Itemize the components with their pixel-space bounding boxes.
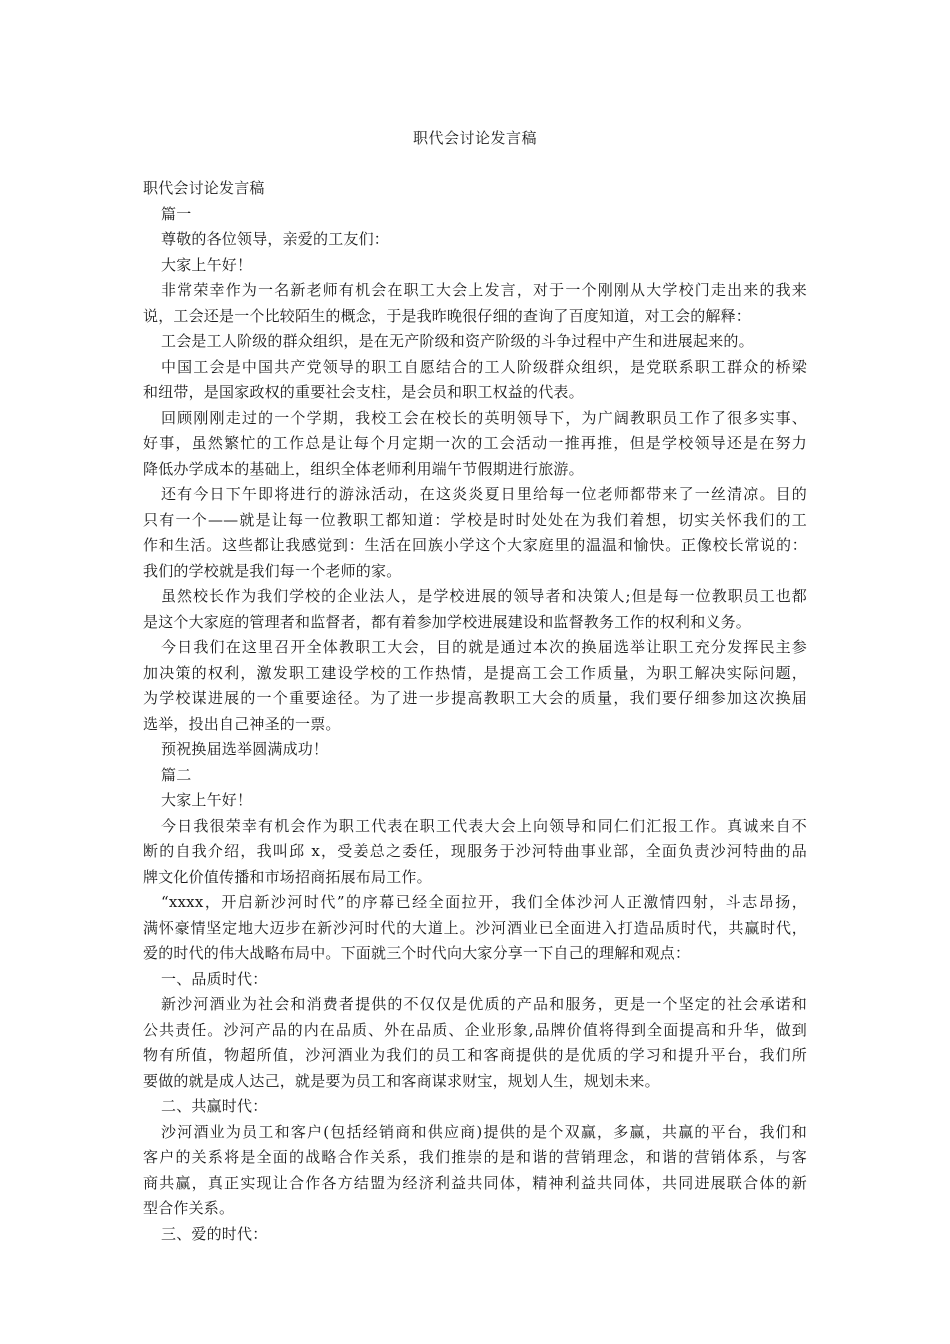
paragraph-line: 沙河酒业为员工和客户(包括经销商和供应商)提供的是个双赢，多赢，共赢的平台，我们和	[161, 1122, 807, 1141]
paragraph-line: 篇二	[161, 765, 192, 784]
paragraph-line: 尊敬的各位领导，亲爱的工友们：	[161, 230, 390, 248]
paragraph-line: 回顾刚刚走过的一个学期，我校工会在校长的英明领导下，为广阔教职员工作了很多实事、	[161, 408, 807, 427]
paragraph-line: 大家上午好！	[161, 255, 253, 274]
paragraph-line: 今日我很荣幸有机会作为职工代表在职工代表大会上向领导和同仁们汇报工作。真诚来自不	[161, 816, 807, 835]
paragraph-line: 还有今日下午即将进行的游泳活动，在这炎炎夏日里给每一位老师都带来了一丝清凉。目的	[161, 485, 807, 503]
paragraph-line: 新沙河酒业为社会和消费者提供的不仅仅是优质的产品和服务，更是一个坚定的社会承诺和	[161, 995, 807, 1013]
paragraph-line: 为学校谋进展的一个重要途径。为了进一步提高教职工大会的质量，我们要仔细参加这次换届	[143, 689, 807, 707]
paragraph-line: 型合作关系。	[143, 1199, 235, 1217]
paragraph-line: 物有所值，物超所值，沙河酒业为我们的员工和客商提供的是优质的学习和提升平台，我们所	[143, 1046, 807, 1064]
paragraph-line: 工会是工人阶级的群众组织，是在无产阶级和资产阶级的斗争过程中产生和进展起来的。	[161, 332, 754, 350]
paragraph-line: 篇一	[161, 204, 192, 223]
paragraph-line: 中国工会是中国共产党领导的职工自愿结合的工人阶级群众组织，是党联系职工群众的桥梁	[161, 357, 807, 376]
paragraph-line: 和纽带，是国家政权的重要社会支柱，是会员和职工权益的代表。	[143, 383, 584, 401]
paragraph-line: 大家上午好！	[161, 791, 253, 809]
paragraph-line: 非常荣幸作为一名新老师有机会在职工大会上发言，对于一个刚刚从大学校门走出来的我来	[161, 281, 807, 299]
paragraph-line: 好事，虽然繁忙的工作总是让每个月定期一次的工会活动一推再推，但是学校领导还是在努力	[143, 434, 807, 452]
paragraph-line: 一、品质时代：	[161, 969, 268, 988]
paragraph-line: 爱的时代的伟大战略布局中。下面就三个时代向大家分享一下自己的理解和观点：	[143, 944, 691, 962]
paragraph-line: 二、共赢时代：	[161, 1097, 268, 1115]
document-body	[143, 176, 807, 1247]
paragraph-line: 降低办学成本的基础上，组织全体老师利用端午节假期进行旅游。	[143, 459, 584, 478]
paragraph-line: “xxxx，开启新沙河时代”的序幕已经全面拉开，我们全体沙河人正激情四射，斗志昂扬，	[161, 893, 807, 911]
paragraph-line: 作和生活。这些都让我感觉到：生活在回族小学这个大家庭里的温温和愉快。正像校长常说的：	[143, 536, 807, 554]
paragraph-line: 只有一个——就是让每一位教职工都知道：学校是时时处处在为我们着想，切实关怀我们的工	[143, 510, 807, 529]
paragraph-line: 虽然校长作为我们学校的企业法人，是学校进展的领导者和决策人;但是每一位教职员工也都	[161, 587, 807, 605]
paragraph-line: 客户的关系将是全面的战略合作关系，我们推崇的是和谐的营销理念，和谐的营销体系，与客	[143, 1148, 807, 1166]
paragraph-line: 职代会讨论发言稿	[143, 179, 265, 197]
paragraph-line: 选举，投出自己神圣的一票。	[143, 714, 341, 733]
paragraph-line: 加决策的权利，激发职工建设学校的工作热情，是提高工会工作质量，为职工解决实际问题，	[143, 663, 807, 682]
paragraph-line: 公共责任。沙河产品的内在品质、外在品质、企业形象,品牌价值将得到全面提高和升华，做到	[143, 1020, 807, 1039]
paragraph-line: 断的自我介绍，我叫邱 x，受姜总之委任，现服务于沙河特曲事业部，全面负责沙河特曲的品	[143, 842, 807, 860]
paragraph-line: 今日我们在这里召开全体教职工大会，目的就是通过本次的换届选举让职工充分发挥民主参	[161, 638, 807, 656]
paragraph-line: 我们的学校就是我们每一个老师的家。	[143, 561, 402, 580]
paragraph-line: 满怀豪情坚定地大迈步在新沙河时代的大道上。沙河酒业已全面进入打造品质时代，共赢时代，	[143, 918, 807, 937]
paragraph-line: 预祝换届选举圆满成功！	[161, 740, 329, 758]
paragraph-line: 商共赢，真正实现让合作各方结盟为经济利益共同体，精神利益共同体，共同进展联合体的新	[143, 1173, 807, 1192]
paragraph-line: 牌文化价值传播和市场招商拓展布局工作。	[143, 867, 432, 886]
paragraph-line: 三、爱的时代：	[161, 1224, 268, 1243]
paragraph-line: 是这个大家庭的管理者和监督者，都有着参加学校进展建设和监督教务工作的权利和义务。	[143, 612, 752, 631]
paragraph-line: 说，工会还是一个比较陌生的概念，于是我昨晚很仔细的查询了百度知道，对工会的解释：	[143, 306, 752, 325]
document-title: 职代会讨论发言稿	[412, 129, 537, 147]
paragraph-line: 要做的就是成人达己，就是要为员工和客商谋求财宝，规划人生，规划未来。	[143, 1071, 660, 1090]
